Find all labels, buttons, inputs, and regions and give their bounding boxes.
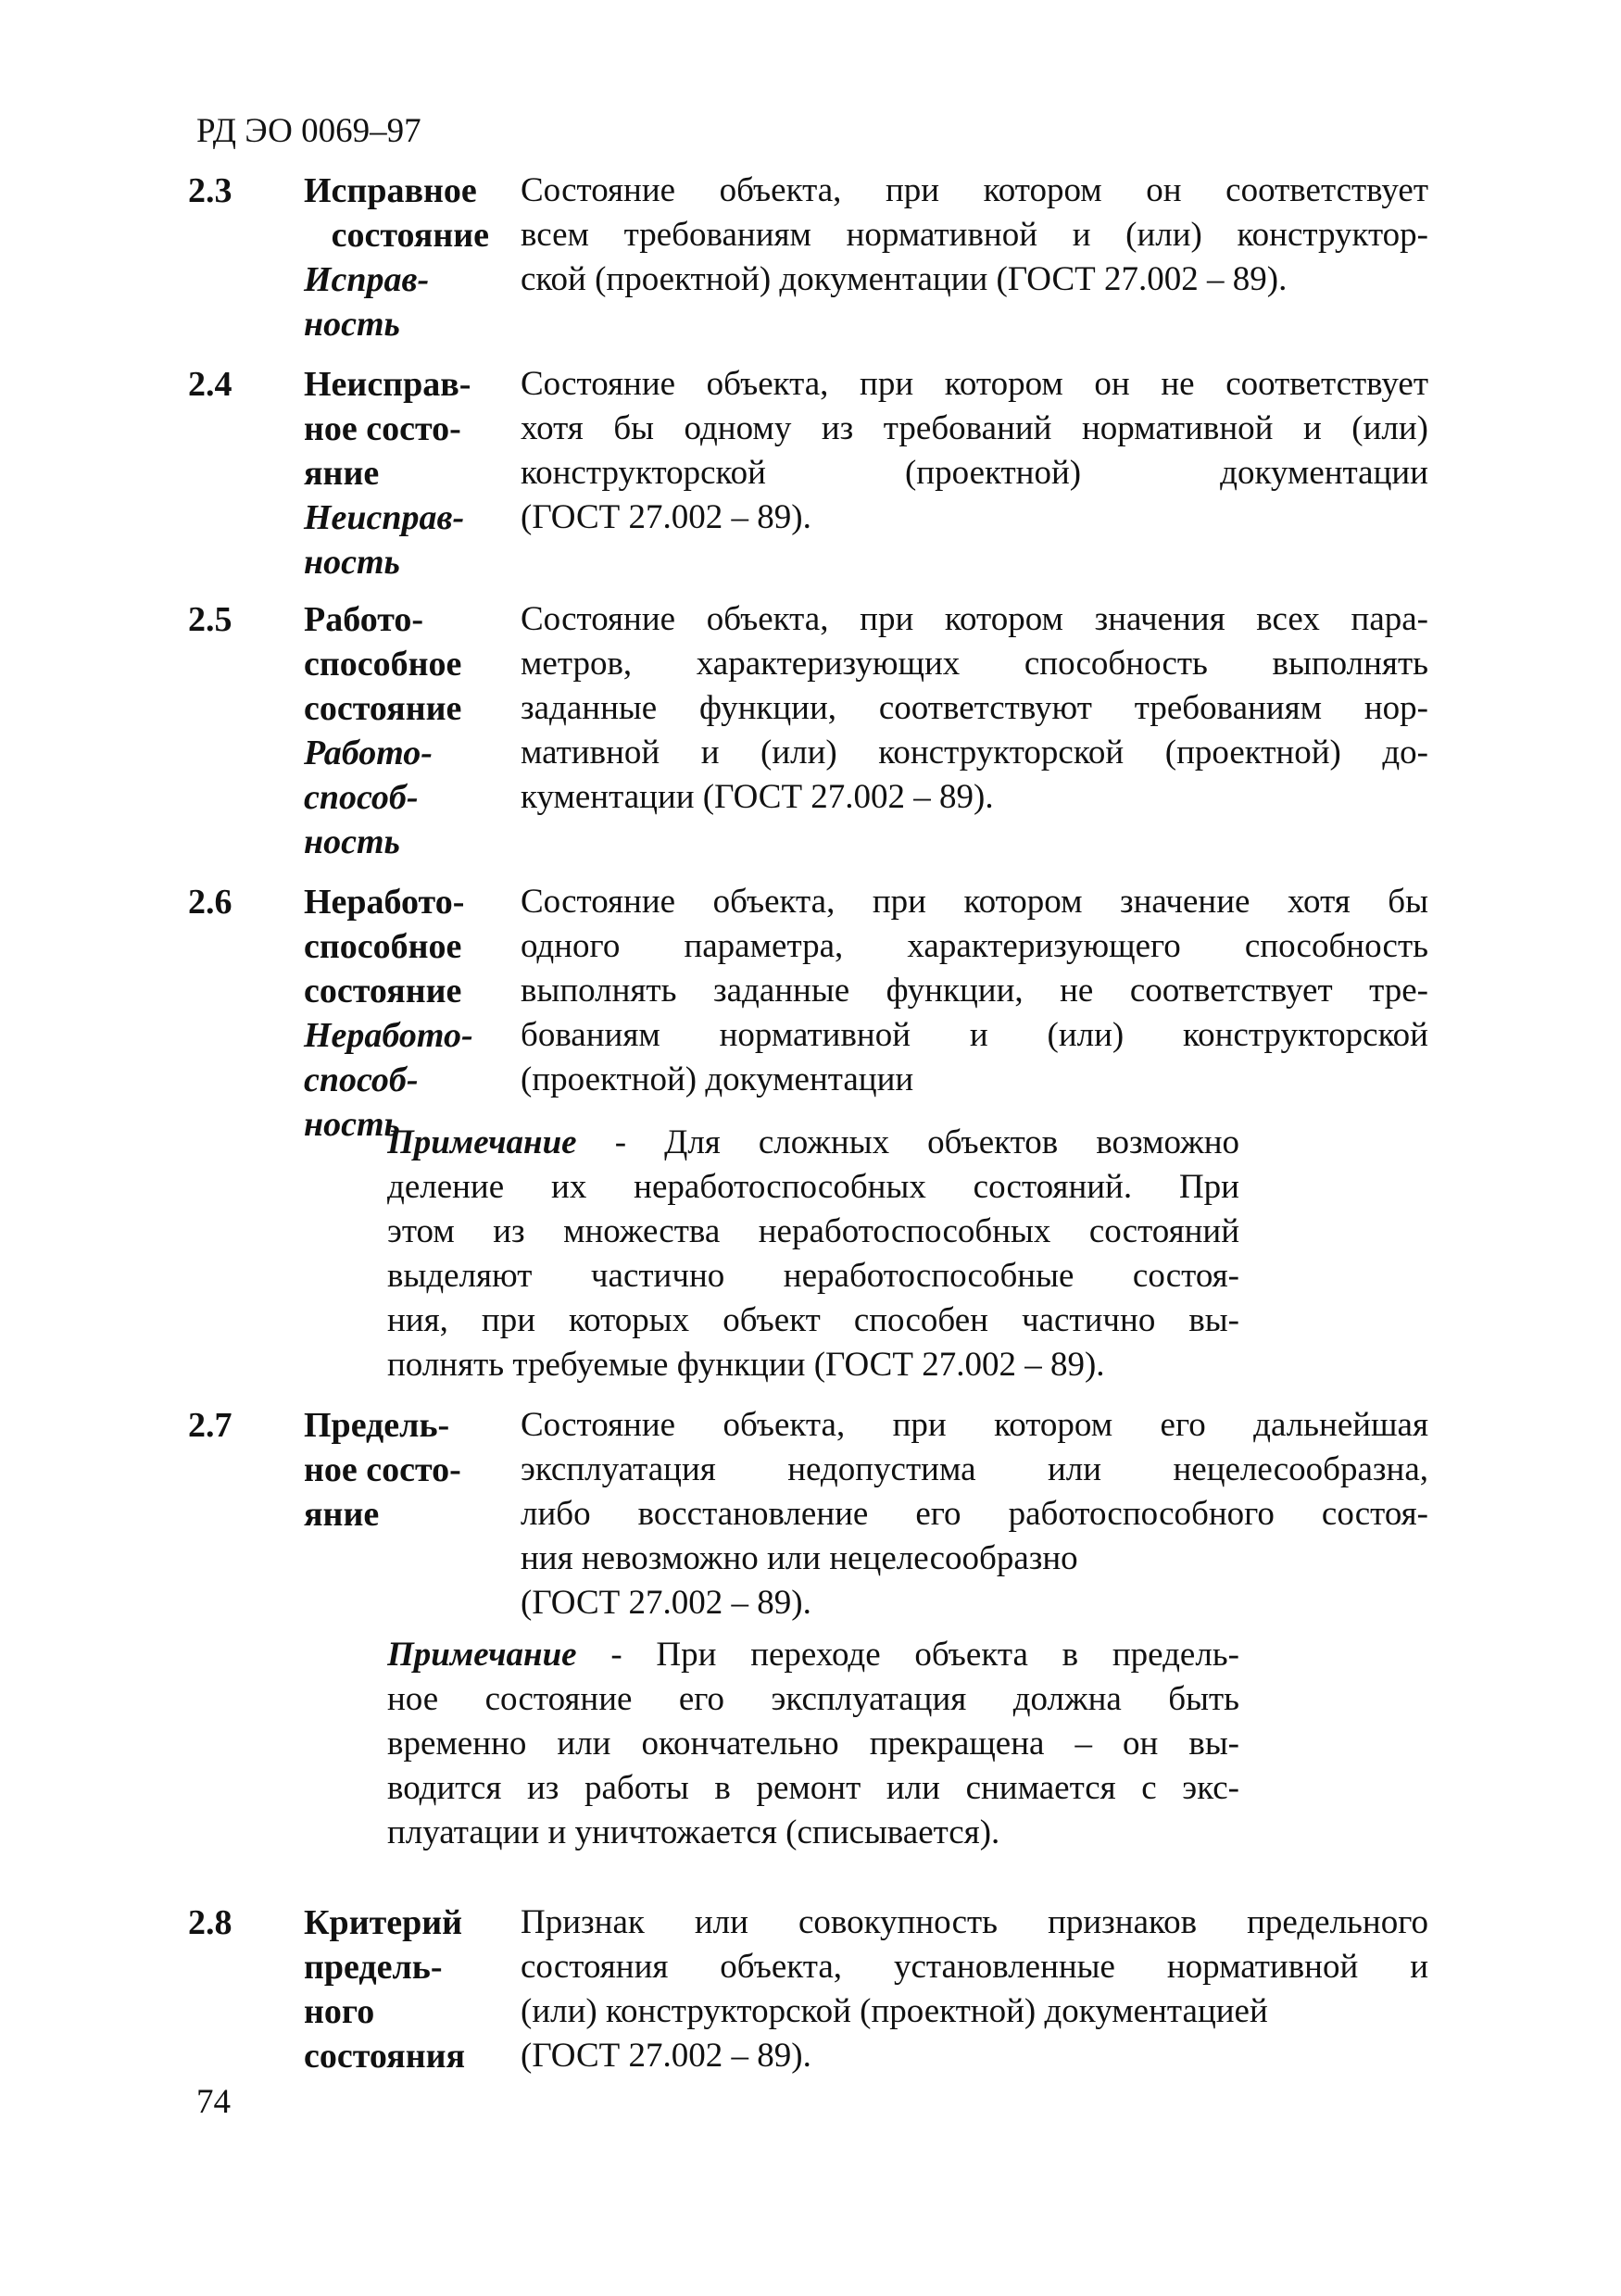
term-name-line: состояние [331,216,489,255]
definition-line: Состояние объекта, при котором он не соответствует [521,365,1428,403]
definition-line: конструкторской (проектной) документации [521,454,1428,492]
term-number: 2.8 [188,1903,232,1942]
term-name-line: ность [304,305,400,344]
term-definition [521,880,1428,1102]
note-line: временно или окончательно прекращена – он вы- [387,1725,1239,1763]
term-name-line: Работо- [304,734,433,772]
definition-line: всем требованиям нормативной и (или) конструктор- [521,216,1428,254]
definition-line: (ГОСТ 27.002 – 89). [521,498,811,536]
term-name-line: яние [304,1495,380,1534]
note-line: плуатации и уничтожается (списывается). [387,1813,1000,1851]
term-name-line: Исправное [304,171,477,210]
term-name-line: способ- [304,778,419,817]
term-name-line: состояние [304,689,462,728]
note-text: - Для сложных объектов возможно [576,1123,1239,1161]
term-name [304,362,489,584]
definition-line: кументации (ГОСТ 27.002 – 89). [521,778,994,816]
term-name-line: Работо- [304,600,424,639]
term-definition [521,169,1428,302]
definition-line: метров, характеризующих способность выполнять [521,645,1428,683]
note-line: полнять требуемые функции (ГОСТ 27.002 – 89). [387,1346,1105,1384]
definition-line: мативной и (или) конструкторской (проектной) до- [521,734,1428,772]
term-definition [521,597,1428,820]
term-name-line: состояние [304,972,462,1010]
note-line: деление их неработоспособных состояний. При [387,1168,1239,1206]
definition-line: Состояние объекта, при котором значение хотя бы [521,883,1428,921]
definition-line: выполнять заданные функции, не соответствует тре- [521,972,1428,1010]
term-name [304,169,489,346]
definition-line: ской (проектной) документации (ГОСТ 27.002 – 89). [521,260,1288,298]
term-name-line: способ- [304,1060,419,1099]
page-number: 74 [196,2083,231,2121]
term-definition [521,1901,1428,2078]
note-label: Примечание [387,1636,577,1674]
term-number: 2.3 [188,171,232,210]
note-line: водится из работы в ремонт или снимается с экс- [387,1769,1239,1807]
term-name-line: состояния [304,2037,466,2076]
note-line: ное состояние его эксплуатация должна быть [387,1680,1239,1718]
term-number: 2.7 [188,1406,232,1445]
term-name-line: Неработо- [304,1016,473,1055]
term-name-line: предель- [304,1948,443,1987]
definition-line: хотя бы одному из требований нормативной и (или) [521,409,1428,447]
term-name-line: ное состо- [304,1450,461,1489]
term-name-line: способное [304,927,462,966]
term-number: 2.5 [188,600,232,639]
definition-line: Признак или совокупность признаков предельного [521,1903,1428,1941]
definition-line: (проектной) документации [521,1060,914,1098]
term-name-line: ность [304,822,400,861]
note-line [387,1633,1239,1677]
note-text: - При переходе объекта в предель- [576,1636,1239,1674]
term-name-line: ное состо- [304,409,461,448]
term-definition [521,362,1428,540]
note-line: ния, при которых объект способен частично вы- [387,1301,1239,1339]
term-name-line: Неработо- [304,883,465,922]
note-block [387,1121,1239,1387]
term-name-line: способное [304,645,462,684]
definition-line: эксплуатация недопустима или нецелесообразна, [521,1450,1428,1488]
note-line: выделяют частично неработоспособные состоя- [387,1257,1239,1295]
note-label: Примечание [387,1123,577,1161]
definition-line: ния невозможно или нецелесообразно [521,1539,1078,1577]
term-definition [521,1403,1428,1625]
term-name-line: ность [304,1105,400,1144]
note-block [387,1633,1239,1855]
definition-line: бованиям нормативной и (или) конструкторской [521,1016,1428,1054]
term-name-line: Критерий [304,1903,463,1942]
document-header: РД ЭО 0069–97 [196,112,421,150]
definition-line: Состояние объекта, при котором значения всех пара- [521,600,1428,638]
term-name [304,880,489,1147]
term-name-line: Неисправ- [304,498,465,537]
note-line [387,1121,1239,1165]
term-name [304,1403,489,1537]
definition-line: (ГОСТ 27.002 – 89). [521,1584,811,1622]
term-name-line: ность [304,543,400,582]
definition-line: либо восстановление его работоспособного состоя- [521,1495,1428,1533]
term-name [304,1901,489,2078]
term-number: 2.4 [188,365,232,404]
definition-line: (или) конструкторской (проектной) документацией [521,1992,1268,2030]
definition-line: заданные функции, соответствуют требованиям нор- [521,689,1428,727]
term-number: 2.6 [188,883,232,922]
term-name-line: Неисправ- [304,365,471,404]
term-name-line: яние [304,454,380,493]
definition-line: одного параметра, характеризующего способность [521,927,1428,965]
term-name-line: Исправ- [304,260,430,299]
definition-line: состояния объекта, установленные нормативной и [521,1948,1428,1986]
term-name [304,597,489,864]
term-name-line: Предель- [304,1406,450,1445]
note-line: этом из множества неработоспособных состояний [387,1212,1239,1250]
definition-line: (ГОСТ 27.002 – 89). [521,2037,811,2075]
definition-line: Состояние объекта, при котором он соответствует [521,171,1428,209]
term-name-line: ного [304,1992,375,2031]
definition-line: Состояние объекта, при котором его дальнейшая [521,1406,1428,1444]
